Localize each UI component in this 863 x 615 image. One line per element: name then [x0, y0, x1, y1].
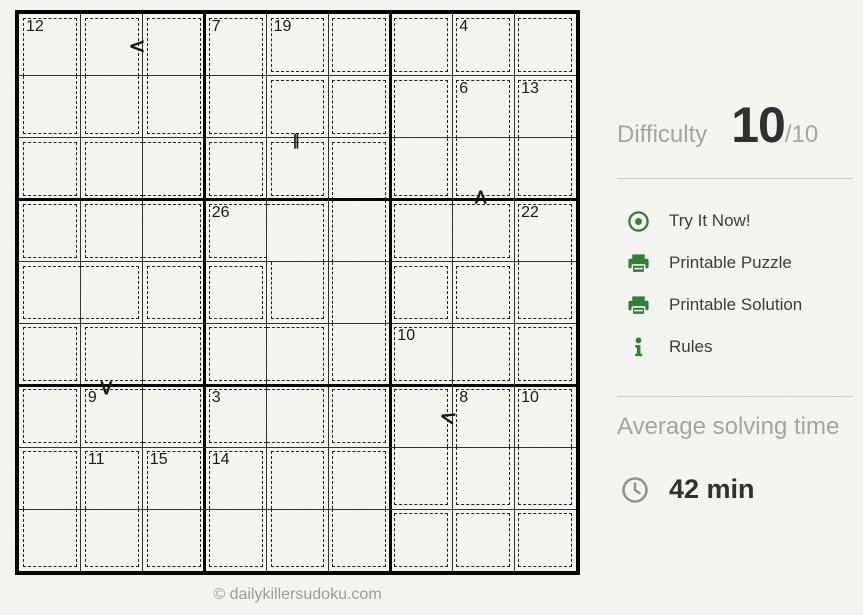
cage-border	[267, 389, 325, 443]
cage-border	[209, 76, 263, 134]
cage-border	[23, 509, 77, 567]
cage-border	[394, 138, 448, 196]
cage-border	[332, 80, 386, 134]
cage-sum-label: 14	[211, 451, 230, 469]
cage-border	[147, 76, 201, 134]
cage-border	[452, 327, 510, 381]
cage-border	[23, 204, 77, 258]
cage-border	[271, 262, 325, 320]
grid-line-vertical	[514, 14, 515, 571]
printable-solution-link[interactable]	[617, 284, 853, 326]
cage-border	[143, 327, 201, 381]
less-than-icon: <	[128, 34, 146, 58]
cage-border	[81, 266, 139, 320]
cage-sum-label: 10	[397, 327, 416, 345]
grid-line-vertical	[452, 14, 453, 571]
cage-border	[23, 76, 77, 134]
cage-border	[209, 142, 263, 196]
printer-icon	[627, 252, 650, 275]
cage-border	[209, 509, 263, 567]
cage-sum-label: 12	[26, 18, 44, 35]
rules-label: Rules	[669, 337, 713, 356]
clock-icon	[621, 476, 649, 504]
cage-border	[209, 266, 263, 320]
cage-border	[143, 389, 201, 443]
grid-cells-layer	[19, 14, 576, 571]
try-it-now-link[interactable]	[617, 200, 853, 242]
cage-border	[394, 266, 448, 320]
cage-border	[209, 327, 267, 381]
grid-line-vertical	[266, 14, 267, 571]
cage-border	[267, 204, 325, 262]
cage-border	[271, 142, 325, 196]
cage-border	[143, 142, 201, 196]
average-time-value: 42 min	[669, 474, 755, 504]
grid-line-horizontal	[19, 323, 576, 324]
cage-border	[85, 327, 143, 381]
target-icon	[627, 210, 650, 233]
cage-border	[332, 262, 386, 324]
average-time-row	[621, 474, 755, 505]
cage-border	[332, 509, 386, 567]
cage-border	[85, 142, 143, 196]
cage-border	[518, 18, 572, 72]
cage-border	[85, 204, 143, 258]
cage-border	[394, 18, 448, 72]
divider-bottom	[617, 396, 853, 397]
cage-border	[518, 138, 572, 196]
cage-border	[271, 80, 325, 134]
difficulty-row	[617, 96, 818, 154]
cage-border	[332, 200, 386, 262]
printer-icon	[627, 294, 650, 317]
cage-border	[23, 142, 77, 196]
cage-border	[456, 447, 510, 505]
cage-border	[452, 204, 510, 258]
printable-puzzle-label: Printable Puzzle	[669, 253, 792, 272]
cage-border	[271, 451, 325, 509]
cage-border	[143, 204, 201, 258]
cage-border	[23, 327, 77, 381]
grid-line-vertical	[328, 14, 329, 571]
action-links	[617, 200, 853, 368]
cage-border	[456, 266, 510, 320]
cage-sum-label: 26	[211, 203, 230, 221]
site-credit: © dailykillersudoku.com	[213, 586, 382, 603]
rules-link[interactable]	[617, 326, 853, 368]
cage-border	[518, 327, 572, 381]
cage-border	[394, 447, 448, 505]
double-bar-equal-icon: ‖	[292, 131, 300, 149]
cage-sum-label: 15	[149, 451, 168, 469]
cage-border	[147, 509, 201, 567]
sidebar	[617, 0, 853, 615]
cage-border	[147, 18, 201, 76]
printable-solution-label: Printable Solution	[669, 295, 803, 314]
cage-sum-label: 4	[459, 18, 469, 35]
grid-line-vertical	[203, 14, 206, 571]
cage-sum-label: 3	[211, 389, 221, 407]
cage-sum-label: 7	[211, 18, 221, 35]
cage-border	[23, 389, 77, 443]
cage-border	[332, 18, 386, 72]
cage-sum-label: 13	[521, 79, 539, 97]
cage-border	[85, 76, 139, 134]
cage-border	[332, 142, 386, 200]
cage-border	[332, 451, 386, 509]
cage-border	[456, 513, 510, 567]
cage-sum-label: 6	[459, 79, 469, 97]
cage-sum-label: 9	[87, 389, 97, 407]
cage-border	[147, 266, 201, 320]
less-than-tilted-icon: <	[436, 403, 460, 431]
cage-border	[518, 447, 572, 505]
cage-border	[518, 262, 572, 320]
difficulty-label: Difficulty	[617, 121, 708, 148]
chevron-up-icon: <	[469, 188, 493, 206]
cage-border	[23, 451, 77, 509]
average-solving-time-label: Average solving time	[617, 413, 840, 440]
printable-puzzle-link[interactable]	[617, 242, 853, 284]
difficulty-max: /10	[784, 121, 819, 148]
cage-border	[271, 509, 325, 567]
cage-border	[394, 513, 448, 567]
cage-border	[332, 389, 386, 443]
cage-border	[267, 327, 325, 381]
cage-sum-label: 10	[521, 389, 539, 407]
divider-top	[617, 178, 853, 179]
chevron-down-icon: <	[94, 379, 118, 397]
cage-sum-label: 19	[273, 18, 292, 35]
cage-border	[85, 509, 139, 567]
cage-border	[394, 204, 452, 258]
cage-border	[456, 138, 510, 196]
grid-line-vertical	[142, 14, 143, 571]
try-it-now-label: Try It Now!	[669, 211, 751, 230]
cage-border	[394, 80, 448, 138]
difficulty-value: 10	[731, 97, 785, 153]
info-icon	[627, 336, 650, 359]
grid-line-vertical	[389, 14, 392, 571]
cage-sum-label: 22	[521, 203, 539, 221]
cage-border	[23, 266, 81, 320]
cage-border	[332, 323, 386, 381]
cage-sum-label: 11	[87, 451, 105, 469]
cage-border	[518, 513, 572, 567]
cage-sum-label: 8	[459, 389, 469, 407]
killer-sudoku-grid	[15, 10, 580, 575]
